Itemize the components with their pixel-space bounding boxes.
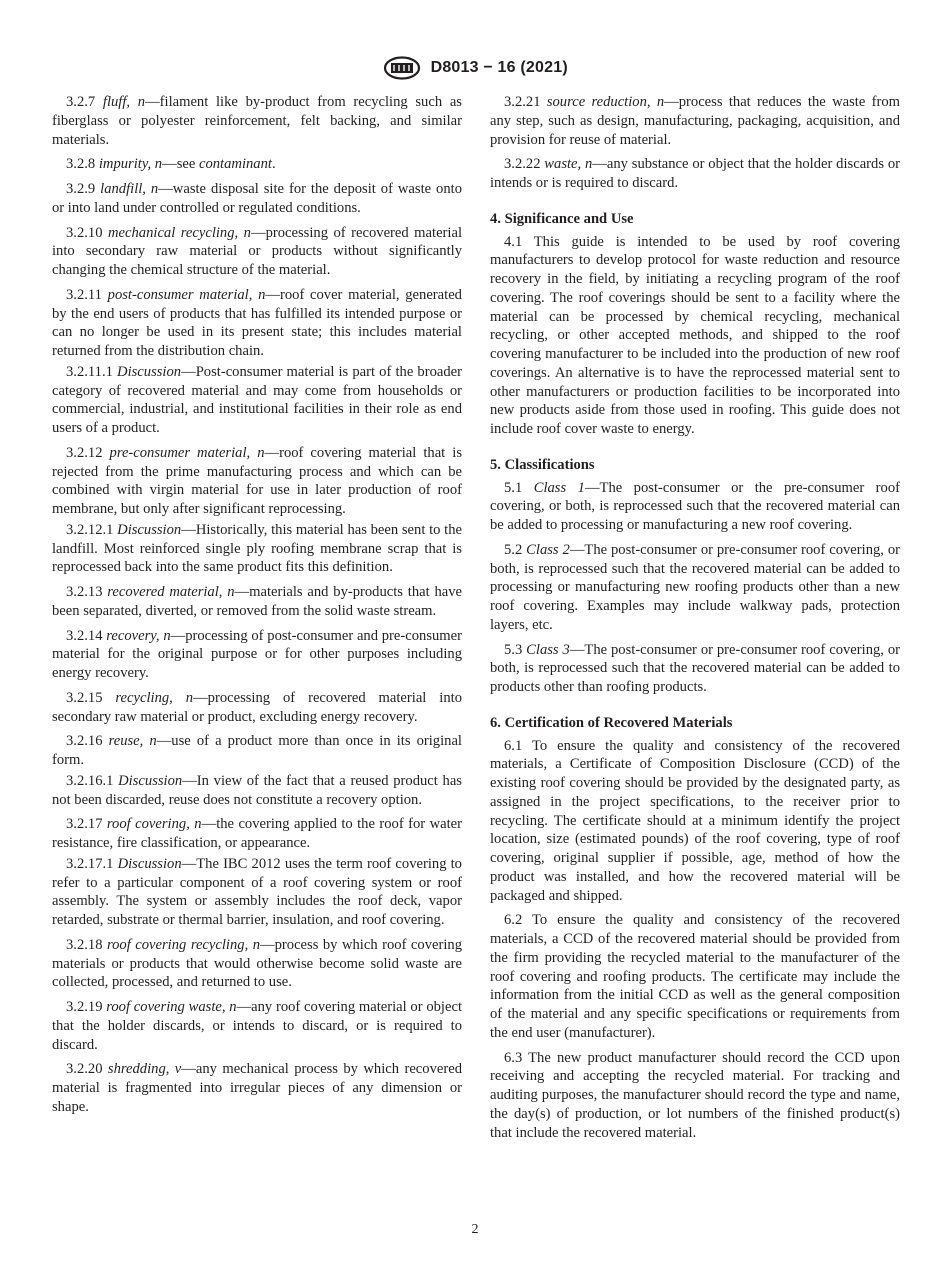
definition-roof-covering-waste: 3.2.19 roof covering waste, n—any roof covering material or object that the holder discards, or intends to discard, or is required to discard. [52,999,462,1053]
paragraph-6-3: 6.3 The new product manufacturer should record the CCD upon receiving and accepting the recycled material. For tracking and auditing purposes, the manufacturer should record the type and name, the day(s) of production, or lot numbers of the finished product(s) that include the recovered material. [490,1049,900,1141]
definition-recovered-material: 3.2.13 recovered material, n—materials and by-products that have been separated, diverted, or removed from the solid waste stream. [52,584,463,619]
discussion-post-consumer: 3.2.11.1 Discussion—Post-consumer material is part of the broader category of recovered material and may come from households or commercial, industrial, and institutional facilities in their role as end users of a product. [52,363,462,436]
paragraph-6-2: 6.2 To ensure the quality and consistency of the recovered materials, a CCD of the recovered material should be provided from the firm providing the recycled material to the manufacturer of the roof covering and roofing products. The certificate may include the information from the initial CCD as well as the general composition of the material and any specific specifications or requirements from the end user (manufacturer). [490,912,900,1041]
paragraph-5-3: 5.3 Class 3—The post-consumer or pre-consumer roof covering, or both, is reprocessed such that the recovered material can be added to products other than roofing products. [490,641,900,695]
definition-waste: 3.2.22 waste, n—any substance or object that the holder discards or intends or is required to discard. [490,156,900,191]
paragraph-6-1: 6.1 To ensure the quality and consistency of the recovered materials, a Certificate of Composition Disclosure (CCD) of the existing roof covering should be provided by the designated party, as assigned in the project specifications, to the receiver prior to recycling. The certificate should at a minimum identify the project location, size (estimated pounds) of the roof covering, type of roof covering, original supplier if possible, age, method of how the product was installed, and how the recovered material will be packaged and shipped. [490,737,900,904]
page-header [0,56,950,82]
definition-roof-covering: 3.2.17 roof covering, n—the covering applied to the roof for water resistance, fire classification, or appearance. [52,816,462,851]
definition-reuse: 3.2.16 reuse, n—use of a product more than once in its original form. [52,733,462,768]
right-column [490,93,900,1142]
definition-landfill: 3.2.9 landfill, n—waste disposal site for the deposit of waste onto or into land under controlled or regulated conditions. [52,181,462,216]
discussion-pre-consumer: 3.2.12.1 Discussion—Historically, this material has been sent to the landfill. Most reinforced single ply roofing membrane scrap that is reprocessed back into the same product fits this definition. [52,521,462,576]
left-column [52,93,462,1117]
discussion-reuse: 3.2.16.1 Discussion—In view of the fact that a reused product has not been discarded, reuse does not constitute a recovery option. [52,772,462,808]
astm-logo-icon [382,56,422,80]
discussion-roof-covering: 3.2.17.1 Discussion—The IBC 2012 uses the term roof covering to refer to a particular component of a roof covering system or roof assembly. The system or assembly includes the roof deck, vapor retarded, substrate or thermal barrier, insulation, and roof covering. [52,855,462,928]
document-designation: D8013 − 16 (2021) [430,59,568,76]
section-heading-classifications: 5. Classifications [490,456,595,473]
definition-pre-consumer-material: 3.2.12 pre-consumer material, n—roof covering material that is rejected from the prime manufacturing process and which can be combined with virgin material for use in later production of roof membrane, but only after significant reprocessing. [52,444,463,517]
definition-recovery: 3.2.14 recovery, n—processing of post-consumer and pre-consumer material for the original purpose or for other purposes including energy recovery. [52,627,462,681]
section-heading-significance: 4. Significance and Use [490,210,634,227]
definition-mechanical-recycling: 3.2.10 mechanical recycling, n—processing of recovered material into secondary raw material or products without significantly changing the chemical structure of the material. [52,224,462,278]
definition-impurity: 3.2.8 impurity, n—see contaminant. [66,156,276,173]
definition-fluff: 3.2.7 fluff, n—filament like by-product from recycling such as fiberglass or polyester reinforcement, felt backing, and similar materials. [52,94,462,148]
definition-shredding: 3.2.20 shredding, v—any mechanical process by which recovered material is fragmented into irregular pieces of any dimension or shape. [52,1061,462,1115]
definition-recycling: 3.2.15 recycling, n—processing of recovered material into secondary raw material or product, excluding energy recovery. [52,689,462,725]
section-heading-certification: 6. Certification of Recovered Materials [490,714,733,731]
paragraph-4-1: 4.1 This guide is intended to be used by roof covering manufacturers to develop protocol for waste reduction and resource recovery in the field, by initiating a recycling program of the roof covering. The roof coverings should be sent to a facility where the material can be processed by chemical recycling, mechanical recycling, or other accepted methods, and shipped to the roof covering manufacturer to be included into the production of new roof coverings. An alternative is to have the reprocessed material sent to other manufacturers or production facilities to be incorporated into new products aside from those used in roofing. This guide does not include roof cover waste to energy. [490,233,900,437]
page-number: 2 [471,1222,479,1237]
definition-post-consumer-material: 3.2.11 post-consumer material, n—roof cover material, generated by the end users of products that has fulfilled its intended purpose or can no longer be used in its present state; this includes material returned from the distribution chain. [52,286,462,359]
paragraph-5-1: 5.1 Class 1—The post-consumer or the pre-consumer roof covering, or both, is reprocessed such that the recovered material can be added to processing or manufacturing a new roof covering. [490,479,900,533]
paragraph-5-2: 5.2 Class 2—The post-consumer or pre-consumer roof covering, or both, is reprocessed such that the recovered material can be added to processing or manufacturing new roofing products other than a new roof covering. Examples may include walkway pads, protection layers, etc. [490,541,900,633]
definition-roof-covering-recycling: 3.2.18 roof covering recycling, n—process by which roof covering materials or products that would otherwise become solid waste are collected, processed, and returned to use. [52,936,462,991]
definition-source-reduction: 3.2.21 source reduction, n—process that reduces the waste from any step, such as design, manufacturing, packaging, acquisition, and provision for reuse of material. [490,94,900,148]
